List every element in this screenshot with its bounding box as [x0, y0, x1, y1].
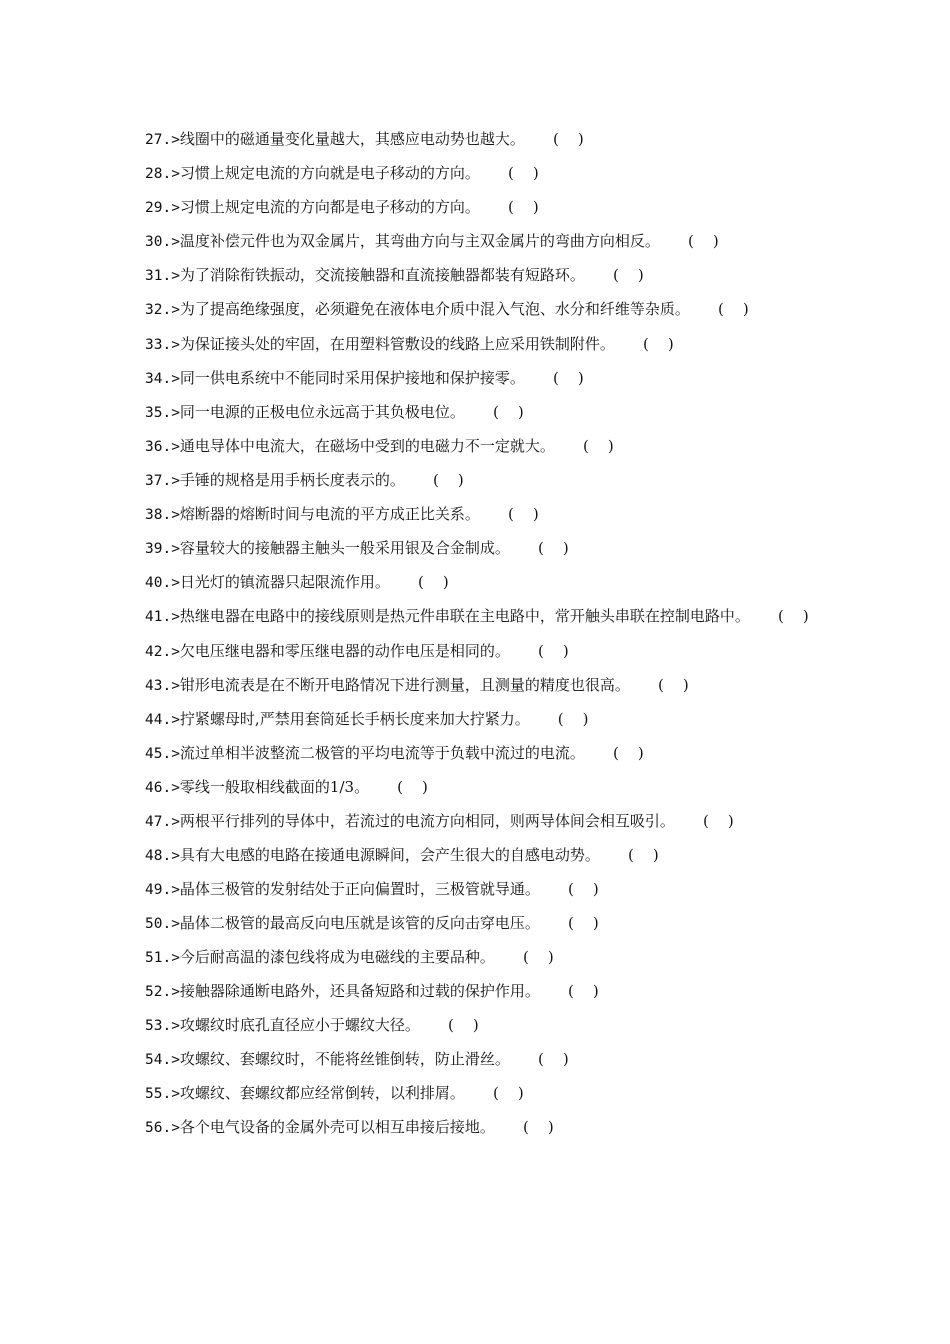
question-item — [145, 1008, 815, 1042]
question-number: 44.> — [145, 712, 180, 728]
question-item — [145, 224, 815, 258]
question-text: 为保证接头处的牢固，在用塑料管敷设的线路上应采用铁制附件。 — [179, 335, 615, 353]
answer-blank[interactable]: ( ) — [642, 335, 674, 353]
question-number: 28.> — [145, 166, 180, 182]
answer-blank[interactable]: ( ) — [417, 573, 449, 591]
question-item — [145, 156, 815, 190]
question-text: 熔断器的熔断时间与电流的平方成正比关系。 — [179, 505, 480, 523]
answer-blank[interactable]: ( ) — [567, 914, 599, 932]
question-item — [145, 702, 815, 736]
question-text: 两根平行排列的导体中，若流过的电流方向相同，则两导体间会相互吸引。 — [179, 812, 675, 830]
question-text: 具有大电感的电路在接通电源瞬间，会产生很大的自感电动势。 — [179, 846, 600, 864]
answer-blank[interactable]: ( ) — [507, 198, 539, 216]
question-item — [145, 838, 815, 872]
question-text: 晶体二极管的最高反向电压就是该管的反向击穿电压。 — [179, 914, 540, 932]
question-number: 40.> — [145, 575, 180, 591]
question-text: 各个电气设备的金属外壳可以相互串接后接地。 — [179, 1118, 495, 1136]
question-text: 手锤的规格是用手柄长度表示的。 — [179, 471, 405, 489]
answer-blank[interactable]: ( ) — [552, 130, 584, 148]
question-item — [145, 292, 815, 327]
question-item — [145, 122, 815, 156]
question-number: 37.> — [145, 473, 180, 489]
question-item — [145, 770, 815, 804]
answer-blank[interactable]: ( ) — [567, 982, 599, 1000]
question-text: 习惯上规定电流的方向都是电子移动的方向。 — [179, 198, 480, 216]
answer-blank[interactable]: ( ) — [522, 1118, 554, 1136]
answer-blank[interactable]: ( ) — [447, 1016, 479, 1034]
answer-blank[interactable]: ( ) — [717, 300, 749, 318]
question-text: 线圈中的磁通量变化量越大，其感应电动势也越大。 — [179, 130, 525, 148]
answer-blank[interactable]: ( ) — [612, 744, 644, 762]
answer-blank[interactable]: ( ) — [702, 812, 734, 830]
question-text: 欠电压继电器和零压继电器的动作电压是相同的。 — [179, 642, 510, 660]
answer-blank[interactable]: ( ) — [552, 369, 584, 387]
question-number: 56.> — [145, 1120, 180, 1136]
question-item — [145, 736, 815, 770]
question-item — [145, 974, 815, 1008]
question-item — [145, 327, 815, 361]
question-number: 33.> — [145, 337, 180, 353]
answer-blank[interactable]: ( ) — [567, 880, 599, 898]
answer-blank[interactable]: ( ) — [537, 642, 569, 660]
question-number: 43.> — [145, 678, 180, 694]
answer-blank[interactable]: ( ) — [492, 1084, 524, 1102]
question-item — [145, 599, 815, 634]
question-number: 52.> — [145, 984, 180, 1000]
answer-blank[interactable]: ( ) — [687, 232, 719, 250]
question-text: 今后耐高温的漆包线将成为电磁线的主要品种。 — [179, 948, 495, 966]
answer-blank[interactable]: ( ) — [522, 948, 554, 966]
question-item — [145, 872, 815, 906]
question-item — [145, 361, 815, 395]
answer-blank[interactable]: ( ) — [612, 266, 644, 284]
question-item — [145, 395, 815, 429]
question-text: 攻螺纹、套螺纹时，不能将丝锥倒转，防止滑丝。 — [179, 1050, 510, 1068]
question-item — [145, 190, 815, 224]
question-text: 钳形电流表是在不断开电路情况下进行测量，且测量的精度也很高。 — [179, 676, 630, 694]
question-text: 接触器除通断电路外，还具备短路和过载的保护作用。 — [179, 982, 540, 1000]
question-item — [145, 463, 815, 497]
question-item — [145, 906, 815, 940]
question-item — [145, 634, 815, 668]
question-item — [145, 668, 815, 702]
question-number: 54.> — [145, 1052, 180, 1068]
question-number: 36.> — [145, 439, 180, 455]
question-text: 晶体三极管的发射结处于正向偏置时，三极管就导通。 — [179, 880, 540, 898]
question-text: 为了提高绝缘强度，必须避免在液体电介质中混入气泡、水分和纤维等杂质。 — [179, 300, 690, 318]
question-number: 41.> — [145, 609, 180, 625]
question-text: 热继电器在电路中的接线原则是热元件串联在主电路中，常开触头串联在控制电路中。 — [179, 607, 750, 625]
question-text: 拧紧螺母时,严禁用套筒延长手柄长度来加大拧紧力。 — [179, 710, 530, 728]
question-number: 51.> — [145, 950, 180, 966]
question-number: 45.> — [145, 746, 180, 762]
question-number: 47.> — [145, 814, 180, 830]
answer-blank[interactable]: ( ) — [537, 539, 569, 557]
question-text: 容量较大的接触器主触头一般采用银及合金制成。 — [179, 539, 510, 557]
question-item — [145, 1110, 815, 1144]
question-list — [145, 122, 815, 1144]
answer-blank[interactable]: ( ) — [492, 403, 524, 421]
answer-blank[interactable]: ( ) — [657, 676, 689, 694]
question-item — [145, 258, 815, 292]
question-text: 为了消除衔铁振动，交流接触器和直流接触器都装有短路环。 — [179, 266, 585, 284]
answer-blank[interactable]: ( ) — [432, 471, 464, 489]
question-number: 42.> — [145, 644, 180, 660]
question-item — [145, 1042, 815, 1076]
question-number: 30.> — [145, 234, 180, 250]
question-item — [145, 497, 815, 531]
question-number: 27.> — [145, 132, 180, 148]
question-text: 同一供电系统中不能同时采用保护接地和保护接零。 — [179, 369, 525, 387]
question-number: 50.> — [145, 916, 180, 932]
question-number: 29.> — [145, 200, 180, 216]
question-number: 49.> — [145, 882, 180, 898]
question-item — [145, 429, 815, 463]
question-text: 攻螺纹、套螺纹都应经常倒转，以利排屑。 — [179, 1084, 465, 1102]
question-item — [145, 531, 815, 565]
question-number: 34.> — [145, 371, 180, 387]
question-text: 同一电源的正极电位永远高于其负极电位。 — [179, 403, 465, 421]
answer-blank[interactable]: ( ) — [557, 710, 589, 728]
question-number: 35.> — [145, 405, 180, 421]
question-text: 流过单相半波整流二极管的平均电流等于负载中流过的电流。 — [179, 744, 585, 762]
question-number: 38.> — [145, 507, 180, 523]
answer-blank[interactable]: ( ) — [507, 164, 539, 182]
answer-blank[interactable]: ( ) — [777, 607, 809, 625]
question-text: 零线一般取相线截面的1/3。 — [179, 778, 370, 796]
question-item — [145, 804, 815, 838]
question-text: 攻螺纹时底孔直径应小于螺纹大径。 — [179, 1016, 420, 1034]
answer-blank[interactable]: ( ) — [627, 846, 659, 864]
answer-blank[interactable]: ( ) — [537, 1050, 569, 1068]
question-item — [145, 940, 815, 974]
question-text: 习惯上规定电流的方向就是电子移动的方向。 — [179, 164, 480, 182]
question-number: 32.> — [145, 302, 180, 318]
question-number: 39.> — [145, 541, 180, 557]
answer-blank[interactable]: ( ) — [507, 505, 539, 523]
question-item — [145, 565, 815, 599]
question-number: 55.> — [145, 1086, 180, 1102]
question-item — [145, 1076, 815, 1110]
question-number: 53.> — [145, 1018, 180, 1034]
answer-blank[interactable]: ( ) — [397, 778, 428, 796]
question-text: 温度补偿元件也为双金属片，其弯曲方向与主双金属片的弯曲方向相反。 — [179, 232, 660, 250]
question-text: 日光灯的镇流器只起限流作用。 — [179, 573, 390, 591]
answer-blank[interactable]: ( ) — [582, 437, 614, 455]
question-text: 通电导体中电流大，在磁场中受到的电磁力不一定就大。 — [179, 437, 555, 455]
question-number: 46.> — [145, 780, 180, 796]
question-number: 48.> — [145, 848, 180, 864]
question-number: 31.> — [145, 268, 180, 284]
